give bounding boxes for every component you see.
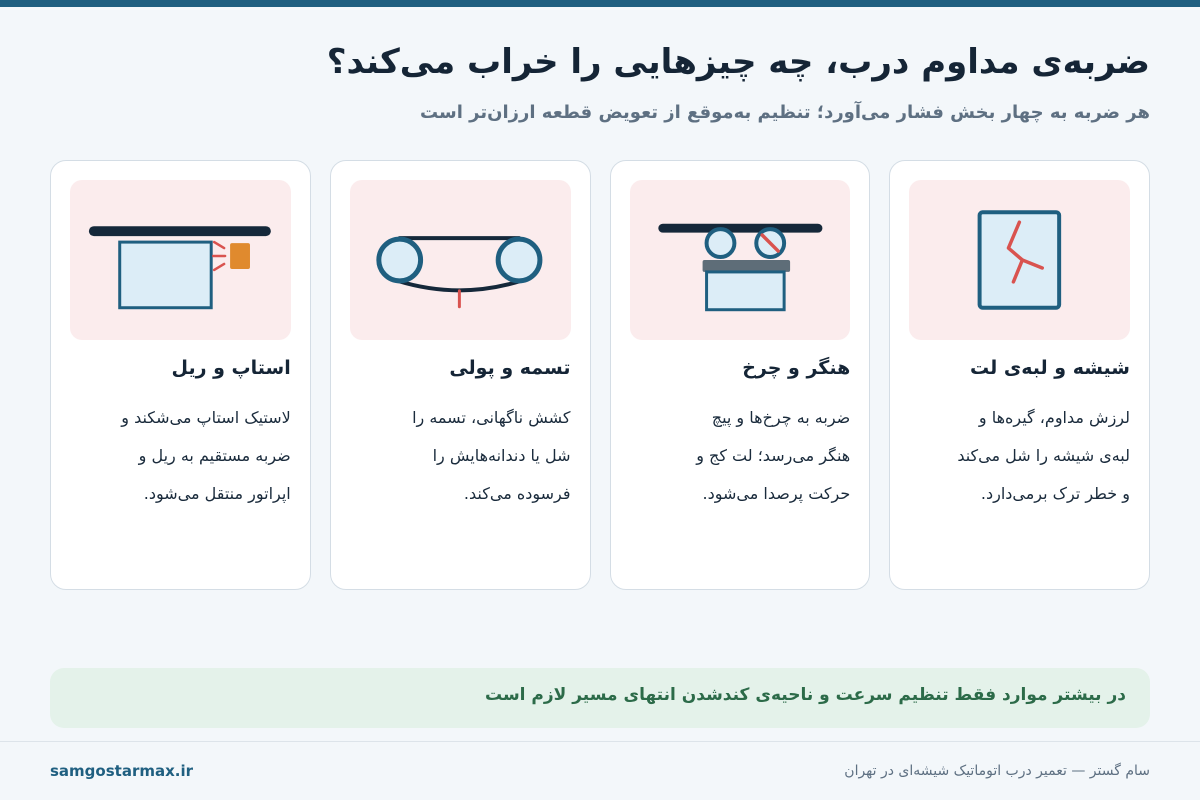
card-description <box>902 399 1130 513</box>
card-description <box>343 399 571 513</box>
website-link[interactable]: samgostarmax.ir <box>50 762 194 780</box>
stopper-rail-icon <box>70 180 291 340</box>
card-text-line: و خطر ترک برمی‌دارد. <box>980 484 1130 503</box>
card-text-line: لاستیک استاپ می‌شکند و <box>121 408 291 427</box>
card-illustration <box>350 180 571 340</box>
footer-caption: سام گستر — تعمیر درب اتوماتیک شیشه‌ای در تهران <box>844 763 1150 779</box>
card-title: استاپ و ریل <box>171 357 291 379</box>
card-text-line: لرزش مداوم، گیره‌ها و <box>978 408 1130 427</box>
top-accent-bar <box>0 0 1200 7</box>
card-description <box>63 399 291 513</box>
card-text-line: شل یا دندانه‌هایش را <box>432 446 571 465</box>
footer-divider <box>0 741 1200 742</box>
card-title: شیشه و لبه‌ی لت <box>969 357 1130 379</box>
tip-note <box>50 668 1150 728</box>
card-text-line: ضربه به چرخ‌ها و پیچ <box>711 408 851 427</box>
card-text-line: هنگر می‌رسد؛ لت کج و <box>696 446 851 465</box>
page-subtitle: هر ضربه به چهار بخش فشار می‌آورد؛ تنظیم به‌موقع از تعویض قطعه ارزان‌تر است <box>419 102 1150 123</box>
card-hanger <box>610 160 871 590</box>
page-title: ضربه‌ی مداوم درب، چه چیزهایی را خراب می‌کند؟ <box>326 42 1150 82</box>
card-title: تسمه و پولی <box>449 357 571 379</box>
hanger-wheels-icon <box>630 180 851 340</box>
card-illustration <box>630 180 851 340</box>
card-illustration <box>70 180 291 340</box>
card-glass <box>889 160 1150 590</box>
card-title: هنگر و چرخ <box>742 357 851 379</box>
card-text-line: حرکت پرصدا می‌شود. <box>702 484 851 503</box>
card-text-line: فرسوده می‌کند. <box>463 484 571 503</box>
card-description <box>623 399 851 513</box>
card-text-line: لبه‌ی شیشه را شل می‌کند <box>957 446 1130 465</box>
cards-row <box>50 160 1150 590</box>
card-illustration <box>909 180 1130 340</box>
card-text-line: اپراتور منتقل می‌شود. <box>143 484 291 503</box>
card-belt <box>330 160 591 590</box>
cracked-glass-icon <box>909 180 1130 340</box>
card-stopper <box>50 160 311 590</box>
belt-pulley-icon <box>350 180 571 340</box>
tip-note-text: در بیشتر موارد فقط تنظیم سرعت و ناحیه‌ی کندشدن انتهای مسیر لازم است <box>484 685 1126 705</box>
card-text-line: ضربه مستقیم به ریل و <box>138 446 291 465</box>
card-text-line: کشش ناگهانی، تسمه را <box>412 408 571 427</box>
